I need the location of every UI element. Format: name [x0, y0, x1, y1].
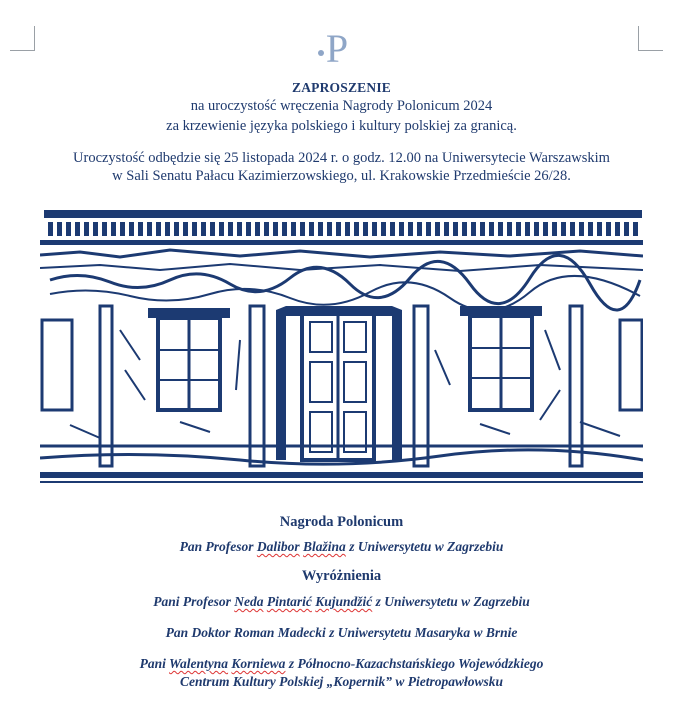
cornice-dentil [606, 222, 611, 236]
cornice-dentil [309, 222, 314, 236]
cornice-dentil [408, 222, 413, 236]
cornice-dentil [336, 222, 341, 236]
event-date-location-line-1: Uroczystość odbędzie się 25 listopada 2024 r. o godz. 12.00 na Uniwersytecie Warszawskim [73, 150, 610, 166]
cornice-dentil [633, 222, 638, 236]
cornice-dentil [507, 222, 512, 236]
cornice-dentil [291, 222, 296, 236]
cornice-dentil [66, 222, 71, 236]
cornice-dentil [417, 222, 422, 236]
palace-facade-illustration [40, 210, 643, 486]
cornice-dentil [615, 222, 620, 236]
distinction-item-2: Pan Doktor Roman Madecki z Uniwersytetu Masaryka w Brnie [165, 625, 518, 640]
cornice-dentil [354, 222, 359, 236]
cornice-dentil [597, 222, 602, 236]
award-heading: Nagroda Polonicum [279, 514, 404, 530]
award-laureate: Pan Profesor Dalibor Blažina z Uniwersytetu w Zagrzebiu [179, 539, 504, 554]
cornice-dentil [498, 222, 503, 236]
event-date-location-line-2: w Sali Senatu Pałacu Kazimierzowskiego, ul. Krakowskie Przedmieście 26/28. [112, 168, 571, 184]
cornice-dentil [219, 222, 224, 236]
cornice-dentil [435, 222, 440, 236]
cornice-dentil [552, 222, 557, 236]
cornice-dentil [57, 222, 62, 236]
distinction-item-3-line-2: Centrum Kultury Polskiej „Kopernik” w Pietropawłowsku [180, 674, 503, 689]
cornice-dentil [111, 222, 116, 236]
cornice-dentil [201, 222, 206, 236]
cornice-dentil [327, 222, 332, 236]
cornice-dentil [381, 222, 386, 236]
cornice-dentil [480, 222, 485, 236]
cornice-dentil [48, 222, 53, 236]
cornice-dentil [84, 222, 89, 236]
cornice-dentil [588, 222, 593, 236]
cornice-dentil [183, 222, 188, 236]
cornice-dentil [390, 222, 395, 236]
event-description-line-2: za krzewienie języka polskiego i kultury polskiej za granicą. [166, 118, 517, 134]
cornice-dentil [462, 222, 467, 236]
cornice-dentil [453, 222, 458, 236]
cornice-dentil [156, 222, 161, 236]
cornice-dentil [165, 222, 170, 236]
cornice-dentil [174, 222, 179, 236]
cornice-dentil [273, 222, 278, 236]
cornice-dentil [228, 222, 233, 236]
cornice-dentil [399, 222, 404, 236]
cornice-dentil [579, 222, 584, 236]
cornice-dentil [120, 222, 125, 236]
distinctions-heading: Wyróżnienia [301, 568, 382, 584]
cornice-dentil [489, 222, 494, 236]
cornice-dentil [345, 222, 350, 236]
cornice-dentil [543, 222, 548, 236]
cornice-dentil [264, 222, 269, 236]
cornice-dentil [318, 222, 323, 236]
event-description-line-1: na uroczystość wręczenia Nagrody Polonicum 2024 [190, 98, 493, 114]
cornice-dentil [255, 222, 260, 236]
crop-mark-top-left [10, 26, 35, 51]
cornice-dentil [570, 222, 575, 236]
cornice-dentil [102, 222, 107, 236]
cornice-dentil [516, 222, 521, 236]
crop-mark-top-right [638, 26, 663, 51]
cornice-dentil [471, 222, 476, 236]
cornice-dentil [75, 222, 80, 236]
cornice-dentil [282, 222, 287, 236]
cornice-dentil [561, 222, 566, 236]
invitation-title: ZAPROSZENIE [292, 80, 391, 95]
cornice-dentil [426, 222, 431, 236]
cornice-dentil [93, 222, 98, 236]
distinction-item-1: Pani Profesor Neda Pintarić Kujundžić z Uniwersytetu w Zagrzebiu [153, 594, 530, 609]
cornice-dentil [525, 222, 530, 236]
svg-text:P: P [325, 26, 349, 70]
cornice-dentil [147, 222, 152, 236]
cornice-dentil [129, 222, 134, 236]
cornice-dentil [210, 222, 215, 236]
cornice-dentil [237, 222, 242, 236]
cornice-dentil [138, 222, 143, 236]
cornice-dentil [624, 222, 629, 236]
cornice-dentil [300, 222, 305, 236]
cornice-dentil [192, 222, 197, 236]
distinction-item-3-line-1: Pani Walentyna Korniewa z Północno-Kazachstańskiego Wojewódzkiego [139, 656, 544, 671]
cornice-dentil [444, 222, 449, 236]
cornice-dentil [246, 222, 251, 236]
cornice-dentil [363, 222, 368, 236]
cornice-dentil [534, 222, 539, 236]
polonicum-logo [312, 26, 362, 70]
cornice-dentil [372, 222, 377, 236]
